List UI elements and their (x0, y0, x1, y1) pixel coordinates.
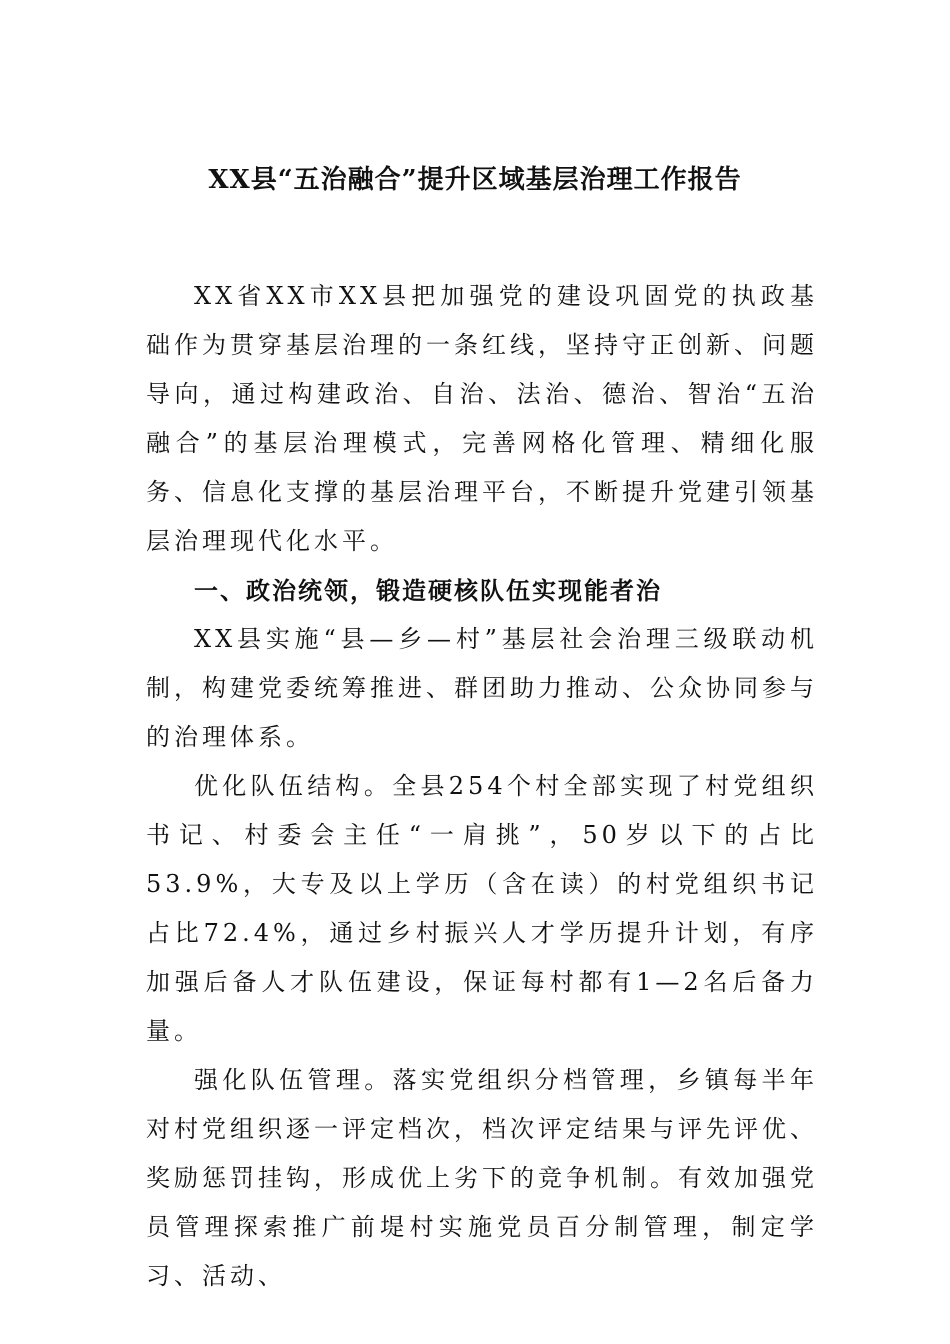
section-paragraph-3: 强化队伍管理。落实党组织分档管理，乡镇每半年对村党组织逐一评定档次，档次评定结果与评先评优、奖励惩罚挂钩，形成优上劣下的竞争机制。有效加强党员管理探索推广前堤村实施党员百分制管理，制定学习、活动、 (146, 1066, 818, 1290)
section-paragraph-1: XX县实施“县—乡—村”基层社会治理三级联动机制，构建党委统筹推进、群团助力推动、公众协同参与的治理体系。 (146, 625, 818, 751)
section-heading: 一、政治统领，锻造硬核队伍实现能者治 (194, 576, 662, 605)
document-body (146, 272, 818, 1301)
section-paragraph-2: 优化队伍结构。全县254个村全部实现了村党组织书记、村委会主任“一肩挑”，50岁以下的占比53.9%，大专及以上学历（含在读）的村党组织书记占比72.4%，通过乡村振兴人才学历提升计划，有序加强后备人才队伍建设，保证每村都有1—2名后备力量。 (146, 772, 818, 1045)
intro-paragraph: XX省XX市XX县把加强党的建设巩固党的执政基础作为贯穿基层治理的一条红线，坚持守正创新、问题导向，通过构建政治、自治、法治、德治、智治“五治融合”的基层治理模式，完善网格化管理、精细化服务、信息化支撑的基层治理平台，不断提升党建引领基层治理现代化水平。 (146, 282, 818, 555)
document-title: XX县“五治融合”提升区域基层治理工作报告 (208, 165, 742, 195)
